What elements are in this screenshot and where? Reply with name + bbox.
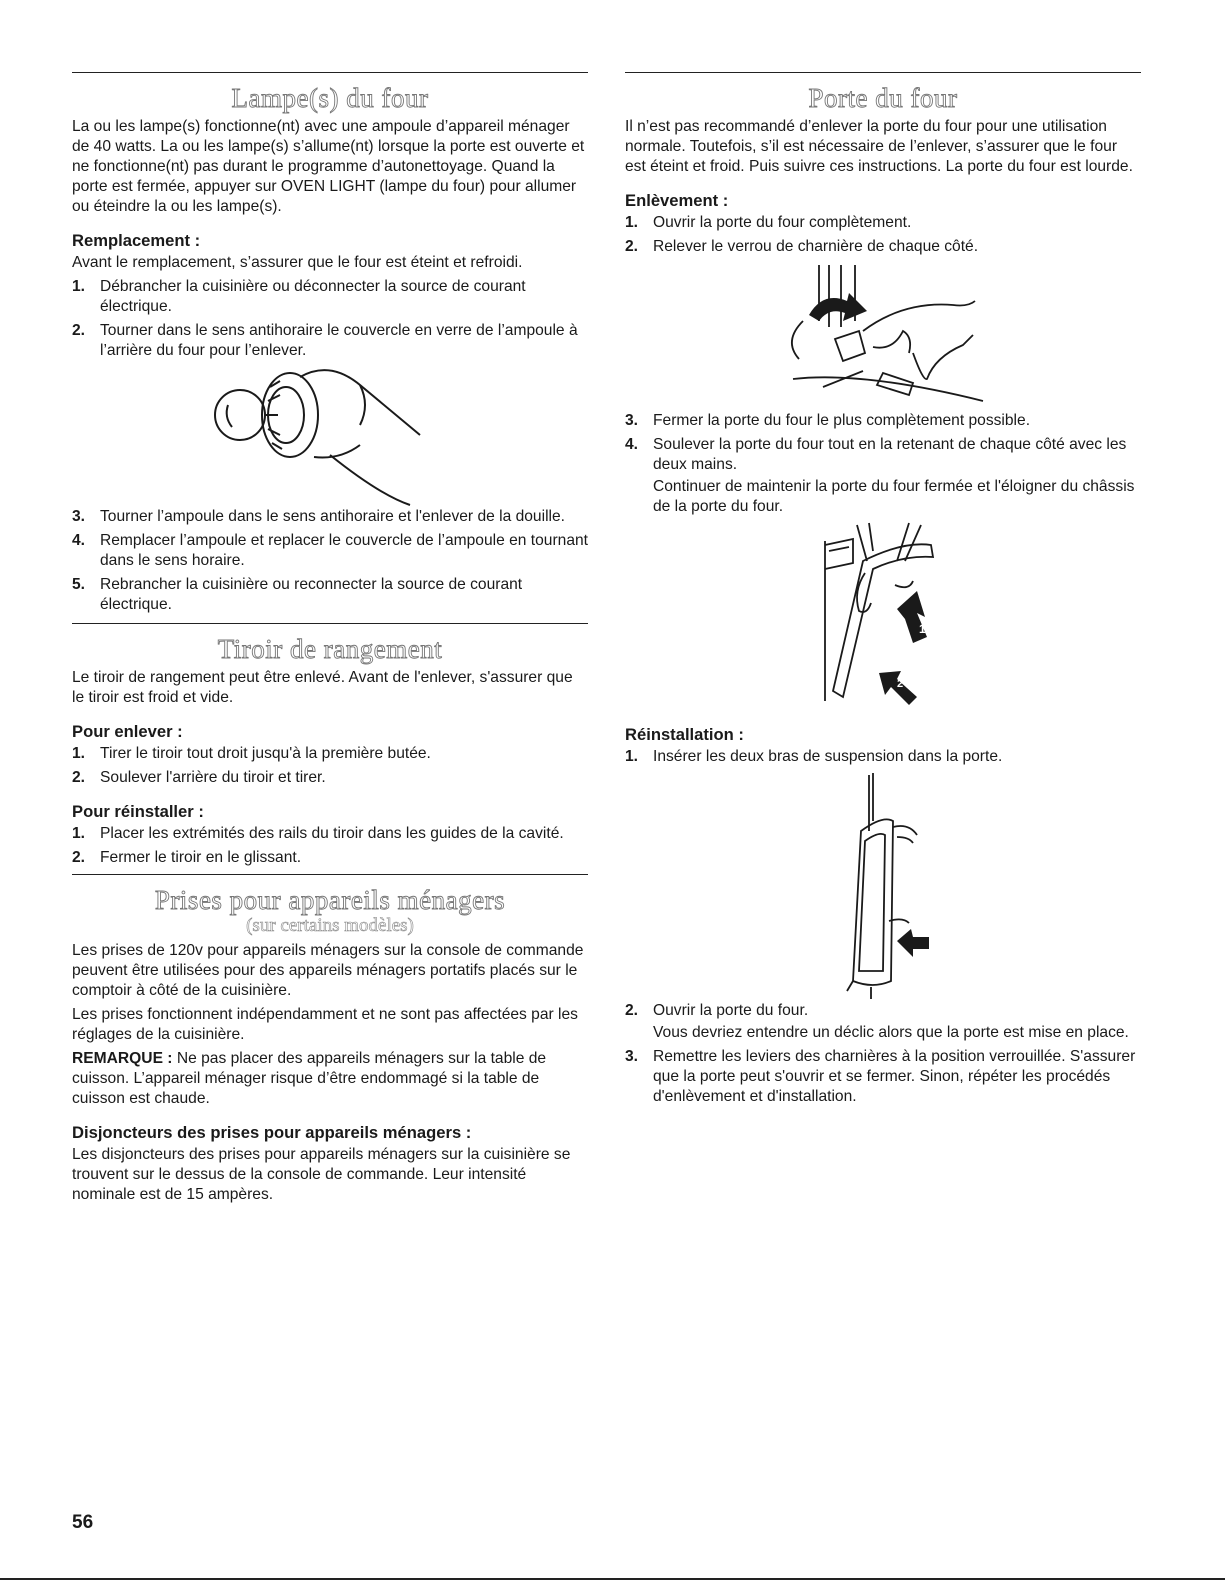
drawer-intro: Le tiroir de rangement peut être enlevé. Avant de l'enlever, s'assurer que le tiroir est froid et vide. <box>72 669 573 706</box>
lamp-steps-b <box>72 507 588 615</box>
list-item: 2. Fermer le tiroir en le glissant. <box>72 849 302 866</box>
section-title-door: Porte du four <box>808 83 958 113</box>
right-column <box>625 72 1141 1111</box>
list-item: 2. Ouvrir la porte du four. <box>625 1002 809 1019</box>
list-item: 4. Soulever la porte du four tout en la retenant de chaque côté avec les deux mains. <box>625 436 1127 473</box>
list-item: 1. Ouvrir la porte du four complètement. <box>625 214 912 231</box>
replacement-heading: Remplacement : <box>72 231 201 250</box>
page-number: 56 <box>72 1512 94 1533</box>
removal-heading: Enlèvement : <box>625 191 729 210</box>
lamp-steps-a <box>72 277 588 361</box>
section-title-lamp: Lampe(s) du four <box>231 83 429 113</box>
list-item: 4. Remplacer l’ampoule et replacer le couvercle de l’ampoule en tournant dans le sens horaire. <box>72 532 589 569</box>
drawer-remove-steps <box>72 744 588 788</box>
list-item: 1. Tirer le tiroir tout droit jusqu'à la première butée. <box>72 745 431 762</box>
lamp-intro: La ou les lampe(s) fonctionne(nt) avec une ampoule d’appareil ménager de 40 watts. La ou les lampe(s) s’allume(nt) lorsque la porte est ouverte et ne fonctionne(nt) pas durant le programme d’autonettoyage. Quand la porte est fermée, appuyer sur OVEN LIGHT (lampe du four) pour allumer ou éteindre la ou les lampe(s). <box>72 118 585 215</box>
bottom-rule <box>0 1578 1225 1580</box>
door-reinstall-illustration <box>813 771 953 1001</box>
removal-steps-b <box>625 411 1141 475</box>
list-item: 3. Tourner l’ampoule dans le sens antihoraire et l'enlever de la douille. <box>72 508 566 525</box>
list-item: 1. Insérer les deux bras de suspension dans la porte. <box>625 748 1003 765</box>
list-item: 2. Soulever l'arrière du tiroir et tirer. <box>72 769 326 786</box>
reinstallation-heading: Réinstallation : <box>625 725 744 744</box>
list-item: 2. Tourner dans le sens antihoraire le couvercle en verre de l’ampoule à l’arrière du four pour l’enlever. <box>72 322 578 359</box>
outlets-p1: Les prises de 120v pour appareils ménagers sur la console de commande peuvent être utilisées pour des appareils ménagers portatifs placés sur le comptoir à côté de la cuisinière. <box>72 942 584 999</box>
section-title-outlets: Prises pour appareils ménagers <box>154 885 506 915</box>
reinstall-steps-c <box>625 1047 1141 1107</box>
door-intro: Il n’est pas recommandé d’enlever la porte du four pour une utilisation normale. Toutefois, s’il est nécessaire de l’enlever, s’assurer que le four est éteint et froid. Puis suivre ces instructions. La porte du four est lourde. <box>625 118 1133 175</box>
section-subtitle-outlets: (sur certains modèles) <box>246 915 414 936</box>
list-item: 5. Rebrancher la cuisinière ou reconnecter la source de courant électrique. <box>72 576 523 613</box>
section-rule <box>72 72 588 73</box>
outlets-note: REMARQUE : Ne pas placer des appareils ménagers sur la table de cuisson. L’appareil ménager risque d’être endommagé si la table de cuisson est chaude. <box>72 1050 547 1107</box>
reinstall-steps-b <box>625 1001 1141 1021</box>
list-item: 1. Placer les extrémités des rails du tiroir dans les guides de la cavité. <box>72 825 564 842</box>
bulb-cover-illustration <box>210 365 450 507</box>
reinstall-heading: Pour réinstaller : <box>72 802 204 821</box>
reinstall-steps-a <box>625 747 1141 767</box>
section-rule <box>625 72 1141 73</box>
list-item: 3. Remettre les leviers des charnières à la position verrouillée. S'assurer que la porte peut s'ouvrir et se fermer. Sinon, répéter les procédés d'enlèvement et d'installation. <box>625 1048 1136 1105</box>
list-item: 3. Fermer la porte du four le plus complètement possible. <box>625 412 1031 429</box>
door-lift-illustration <box>813 521 953 711</box>
section-title-drawer: Tiroir de rangement <box>217 634 443 664</box>
section-rule <box>72 874 588 875</box>
breakers-heading: Disjoncteurs des prises pour appareils ménagers : <box>72 1123 472 1142</box>
section-rule <box>72 623 588 624</box>
left-column <box>72 72 588 1209</box>
breakers-text: Les disjoncteurs des prises pour appareils ménagers sur la cuisinière se trouvent sur le dessus de la console de commande. Leur intensité nominale est de 15 ampères. <box>72 1146 571 1203</box>
outlets-p2: Les prises fonctionnent indépendamment et ne sont pas affectées par les réglages de la cuisinière. <box>72 1006 578 1043</box>
hinge-lock-illustration <box>763 261 1003 411</box>
removal-steps-a <box>625 213 1141 257</box>
list-item: 2. Relever le verrou de charnière de chaque côté. <box>625 238 979 255</box>
remove-heading: Pour enlever : <box>72 722 183 741</box>
drawer-reinstall-steps <box>72 824 588 868</box>
list-item: 1. Débrancher la cuisinière ou déconnecter la source de courant électrique. <box>72 278 526 315</box>
reinstall-continuation: Vous devriez entendre un déclic alors que la porte est mise en place. <box>653 1024 1129 1041</box>
figure-label-1: 1 <box>919 622 926 636</box>
removal-continuation: Continuer de maintenir la porte du four fermée et l'éloigner du châssis de la porte du four. <box>653 478 1135 515</box>
replacement-intro: Avant le remplacement, s’assurer que le four est éteint et refroidi. <box>72 254 523 271</box>
figure-label-2: 2 <box>897 678 904 690</box>
